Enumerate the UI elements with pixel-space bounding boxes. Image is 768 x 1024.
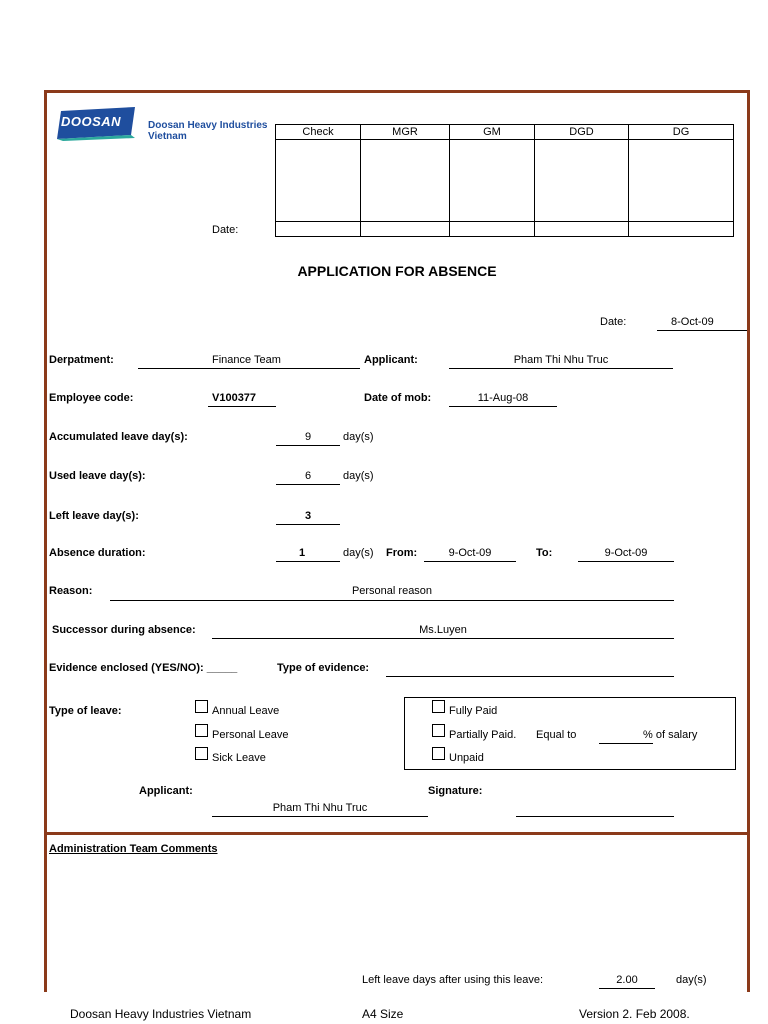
sick-leave-label: Sick Leave	[212, 752, 266, 764]
fully-paid-label: Fully Paid	[449, 705, 498, 717]
evidence-type-underline	[386, 676, 674, 677]
approval-sign-dg[interactable]	[629, 140, 734, 222]
salary-percent-underline[interactable]	[599, 743, 653, 744]
leave-type-label: Type of leave:	[49, 705, 122, 717]
applicant-label: Applicant:	[364, 354, 418, 366]
successor-label: Successor during absence:	[52, 624, 196, 636]
accumulated-label: Accumulated leave day(s):	[49, 431, 188, 443]
form-title: APPLICATION FOR ABSENCE	[297, 263, 497, 279]
personal-leave-label: Personal Leave	[212, 729, 289, 741]
annual-leave-checkbox[interactable]	[195, 700, 208, 713]
approval-col-gm: GM	[450, 125, 535, 140]
reason-underline	[110, 600, 674, 601]
footer-company: Doosan Heavy Industries Vietnam	[70, 1007, 252, 1021]
approval-date-mgr[interactable]	[361, 222, 450, 237]
absence-from-value[interactable]: 9-Oct-09	[448, 547, 492, 559]
approval-col-dg: DG	[629, 125, 734, 140]
logo-text: DOOSAN	[61, 114, 122, 129]
approval-col-check: Check	[276, 125, 361, 140]
absence-to-value[interactable]: 9-Oct-09	[604, 547, 648, 559]
accumulated-unit: day(s)	[343, 431, 374, 443]
equal-to-label: Equal to	[536, 729, 577, 741]
partially-paid-checkbox[interactable]	[432, 724, 445, 737]
used-label: Used leave day(s):	[49, 470, 146, 482]
signature-underline[interactable]	[516, 816, 674, 817]
signature-label: Signature:	[428, 785, 483, 797]
applicant-value[interactable]: Pham Thi Nhu Truc	[513, 354, 609, 366]
date-of-mob-label: Date of mob:	[364, 392, 432, 404]
approval-sign-mgr[interactable]	[361, 140, 450, 222]
approval-date-label: Date:	[212, 224, 239, 236]
successor-value[interactable]: Ms.Luyen	[419, 624, 467, 636]
successor-underline	[212, 638, 674, 639]
approval-table	[275, 124, 734, 237]
absence-label: Absence duration:	[49, 547, 146, 559]
left-after-value[interactable]: 2.00	[616, 974, 638, 986]
approval-date-dg[interactable]	[629, 222, 734, 237]
date-of-mob-underline	[449, 406, 557, 407]
accumulated-underline	[276, 445, 340, 446]
footer-size: A4 Size	[362, 1007, 404, 1021]
partially-paid-label: Partially Paid.	[449, 729, 517, 741]
reason-label: Reason:	[49, 585, 93, 597]
salary-percent-label: % of salary	[643, 729, 698, 741]
absence-underline	[276, 561, 340, 562]
approval-sign-dgd[interactable]	[535, 140, 629, 222]
date-of-mob-value[interactable]: 11-Aug-08	[477, 392, 529, 404]
signoff-applicant-name[interactable]: Pham Thi Nhu Truc	[272, 802, 368, 814]
form-date-underline	[657, 330, 747, 331]
approval-date-gm[interactable]	[450, 222, 535, 237]
left-underline	[276, 524, 340, 525]
footer-version: Version 2. Feb 2008.	[579, 1007, 690, 1021]
accumulated-value[interactable]: 9	[304, 431, 312, 443]
form-date-label: Date:	[600, 316, 627, 328]
employee-code-label: Employee code:	[49, 392, 134, 404]
left-value[interactable]: 3	[304, 510, 312, 522]
evidence-label: Evidence enclosed (YES/NO): _____	[49, 662, 238, 674]
department-value[interactable]: Finance Team	[212, 354, 281, 366]
left-after-unit: day(s)	[676, 974, 707, 986]
left-after-underline	[599, 988, 655, 989]
sick-leave-checkbox[interactable]	[195, 747, 208, 760]
company-name-line1: Doosan Heavy Industries	[148, 120, 268, 131]
employee-code-value[interactable]: V100377	[212, 392, 257, 404]
absence-unit: day(s)	[343, 547, 374, 559]
annual-leave-label: Annual Leave	[212, 705, 280, 717]
approval-date-dgd[interactable]	[535, 222, 629, 237]
unpaid-checkbox[interactable]	[432, 747, 445, 760]
used-underline	[276, 484, 340, 485]
approval-col-mgr: MGR	[361, 125, 450, 140]
left-after-label: Left leave days after using this leave:	[362, 974, 543, 986]
admin-comments-heading: Administration Team Comments	[49, 843, 218, 855]
fully-paid-checkbox[interactable]	[432, 700, 445, 713]
absence-to-underline	[578, 561, 674, 562]
absence-value[interactable]: 1	[298, 547, 306, 559]
employee-code-underline	[208, 406, 276, 407]
absence-to-label: To:	[536, 547, 553, 559]
applicant-underline	[449, 368, 673, 369]
signoff-applicant-underline	[212, 816, 428, 817]
approval-col-dgd: DGD	[535, 125, 629, 140]
company-name-line2: Vietnam	[148, 131, 187, 142]
signoff-applicant-label: Applicant:	[139, 785, 193, 797]
form-frame-top	[44, 90, 750, 93]
approval-sign-gm[interactable]	[450, 140, 535, 222]
used-value[interactable]: 6	[304, 470, 312, 482]
approval-date-check[interactable]	[276, 222, 361, 237]
evidence-type-label: Type of evidence:	[277, 662, 370, 674]
department-label: Derpatment:	[49, 354, 114, 366]
form-frame-divider	[44, 832, 750, 835]
form-frame-right	[747, 90, 750, 992]
approval-sign-check[interactable]	[276, 140, 361, 222]
unpaid-label: Unpaid	[449, 752, 484, 764]
personal-leave-checkbox[interactable]	[195, 724, 208, 737]
used-unit: day(s)	[343, 470, 374, 482]
left-label: Left leave day(s):	[49, 510, 139, 522]
absence-from-underline	[424, 561, 516, 562]
department-underline	[138, 368, 360, 369]
form-date-value[interactable]: 8-Oct-09	[671, 316, 714, 328]
doosan-logo	[55, 105, 138, 141]
form-frame-left	[44, 90, 47, 992]
absence-from-label: From:	[386, 547, 418, 559]
reason-value[interactable]: Personal reason	[351, 585, 433, 597]
